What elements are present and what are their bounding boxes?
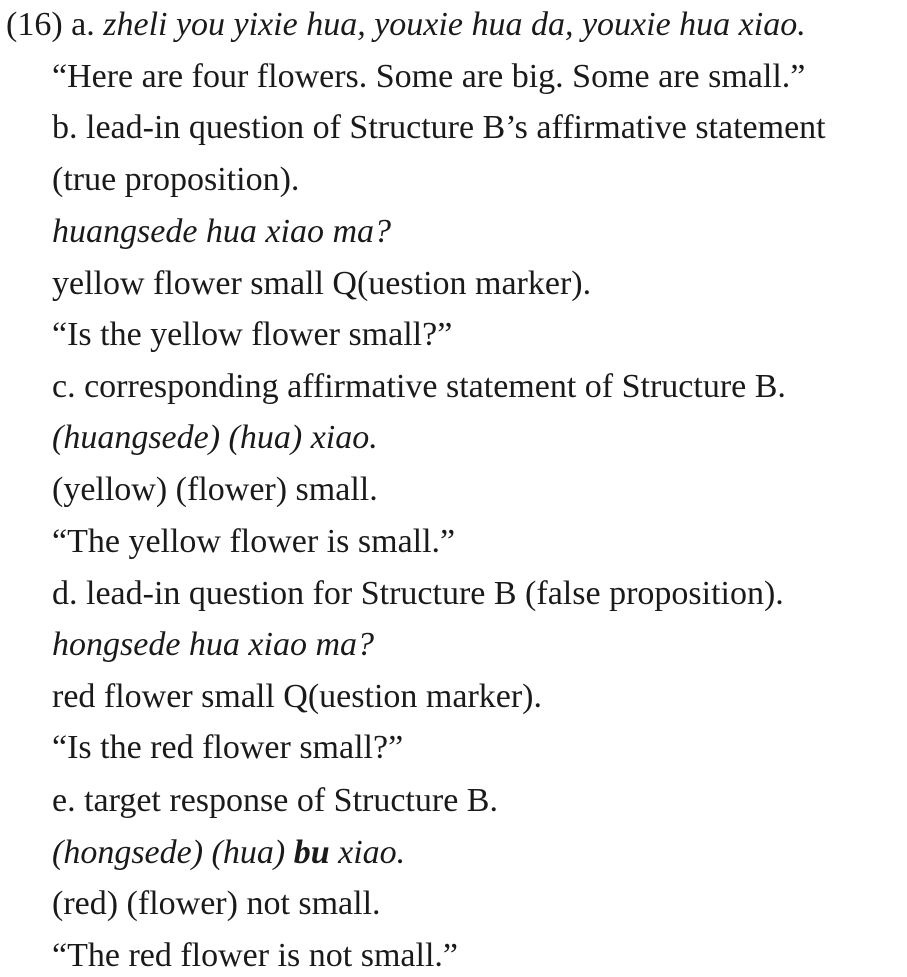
item-e-negation-bu: bu <box>293 834 330 871</box>
item-e-translation: “The red flower is not small.” <box>52 937 458 974</box>
item-e-chinese-after: xiao. <box>329 834 406 871</box>
item-d-translation: “Is the red flower small?” <box>52 729 404 766</box>
item-a-chinese: zheli you yixie hua, youxie hua da, youxie hua xiao. <box>103 6 806 43</box>
item-c-heading: c. corresponding affirmative statement of Structure B. <box>52 368 786 405</box>
item-e-heading: e. target response of Structure B. <box>52 782 498 819</box>
item-b-gloss: yellow flower small Q(uestion marker). <box>52 265 592 302</box>
item-e-gloss: (red) (flower) not small. <box>52 885 381 922</box>
item-e-chinese-before: (hongsede) (hua) <box>52 834 294 871</box>
item-b-translation: “Is the yellow flower small?” <box>52 316 453 353</box>
item-c-gloss: (yellow) (flower) small. <box>52 471 378 508</box>
item-e-chinese <box>52 836 405 870</box>
item-b-heading-line2: (true proposition). <box>52 161 300 198</box>
item-a-translation: “Here are four flowers. Some are big. Some are small.” <box>52 58 806 95</box>
item-b-heading-line1: b. lead-in question of Structure B’s affirmative statement <box>52 109 826 146</box>
item-d-heading: d. lead-in question for Structure B (false proposition). <box>52 575 784 612</box>
item-c-translation: “The yellow flower is small.” <box>52 523 456 560</box>
item-c-chinese: (huangsede) (hua) xiao. <box>52 419 378 456</box>
item-d-gloss: red flower small Q(uestion marker). <box>52 678 542 715</box>
item-a-label: a. <box>71 6 95 43</box>
example-number: (16) <box>6 6 63 43</box>
example-a-line <box>6 8 806 42</box>
item-d-chinese: hongsede hua xiao ma? <box>52 626 375 663</box>
item-b-chinese: huangsede hua xiao ma? <box>52 213 392 250</box>
